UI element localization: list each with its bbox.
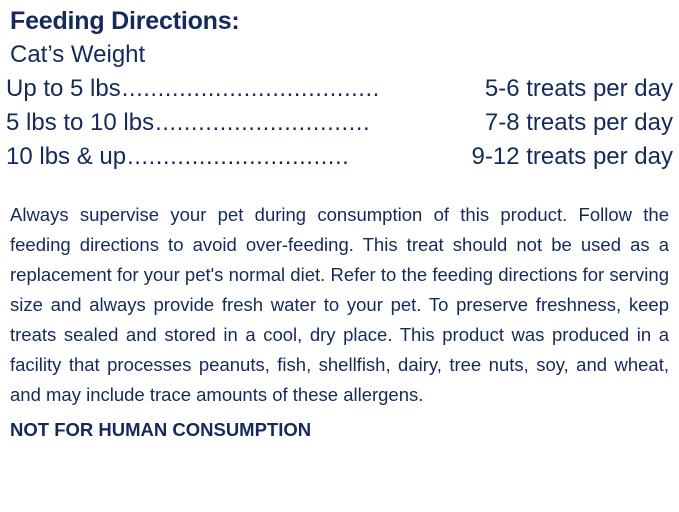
table-row <box>6 106 673 140</box>
weight-value: 5 lbs to 10 lbs <box>6 109 155 137</box>
dot-leader: .............................. <box>155 109 371 137</box>
table-row <box>6 140 673 174</box>
dot-leader: ............................... <box>127 143 350 171</box>
weight-value: Up to 5 lbs <box>6 75 121 102</box>
not-for-human-consumption-notice: NOT FOR HUMAN CONSUMPTION <box>10 419 312 441</box>
weight-value: 10 lbs & up <box>6 143 127 171</box>
cats-weight-label: Cat’s Weight <box>10 41 146 68</box>
table-row <box>6 72 673 106</box>
page-title: Feeding Directions: <box>10 7 240 35</box>
feeding-table <box>6 72 673 174</box>
treats-value: 9-12 treats per day <box>471 143 673 171</box>
treats-value: 7-8 treats per day <box>484 109 673 137</box>
safety-instructions-text: Always supervise your pet during consumption of this product. Follow the feeding directions to avoid over-feeding. This treat should not be used as a replacement for your pet's normal diet. Refer to the feeding directions for serving size and always provide fresh water to your pet. To preserve freshness, keep treats sealed and stored in a cool, dry place. This product was produced in a facility that processes peanuts, fish, shellfish, dairy, tree nuts, soy, and wheat, and may include trace amounts of these allergens. <box>10 204 669 406</box>
treats-value: 5-6 treats per day <box>484 75 673 102</box>
dot-leader: .................................... <box>121 75 380 102</box>
